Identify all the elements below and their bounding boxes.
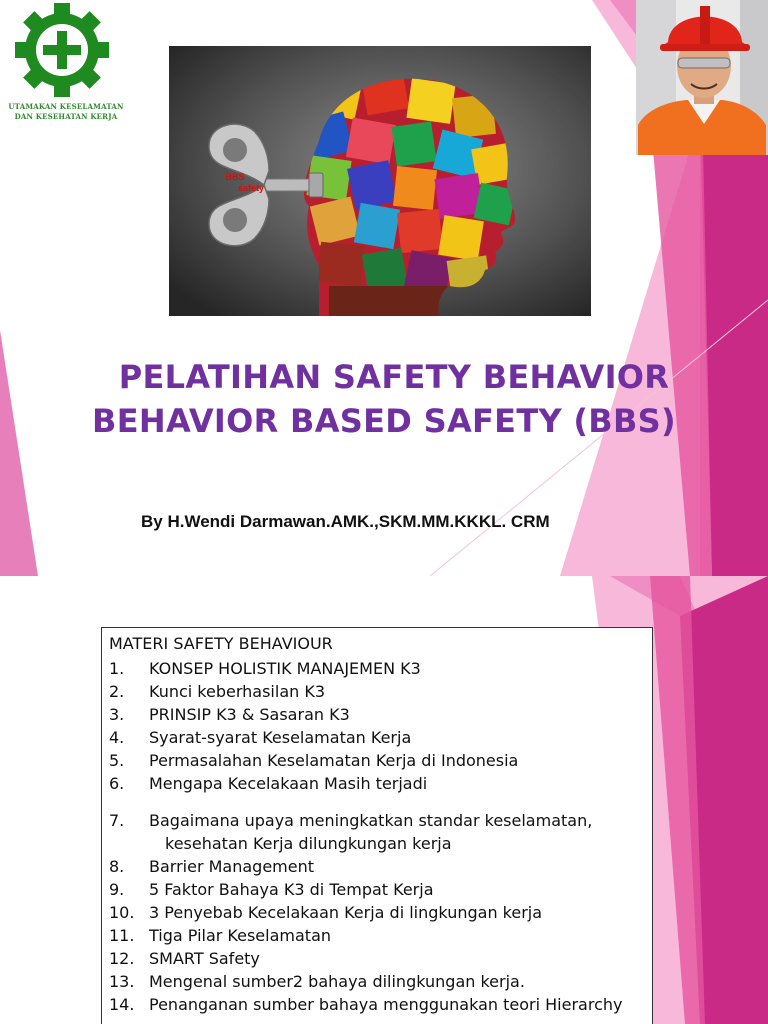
list-item: 8. Barrier Management <box>109 857 315 876</box>
slide-title-line2: BEHAVIOR BASED SAFETY (BBS) <box>92 402 676 440</box>
author-credit: By H.Wendi Darmawan.AMK.,SKM.MM.KKKL. CRM <box>141 512 550 531</box>
list-item: 6. Mengapa Kecelakaan Masih terjadi <box>109 774 428 793</box>
slide-title-line1: PELATIHAN SAFETY BEHAVIOR <box>118 358 670 396</box>
key-text-safety: safety <box>237 183 265 193</box>
bbs-head-puzzle-image <box>169 46 591 316</box>
list-item: 7. Bagaimana upaya meningkatkan standar keselamatan, kesehatan Kerja dilungkungan kerja <box>109 811 593 853</box>
list-item: 14. Penanganan sumber bahaya menggunakan teori Hierarchy <box>109 995 623 1014</box>
materi-heading: MATERI SAFETY BEHAVIOUR <box>109 634 333 653</box>
list-item: 9. 5 Faktor Bahaya K3 di Tempat Kerja <box>109 880 434 899</box>
list-item: 12. SMART Safety <box>109 949 260 968</box>
materi-box <box>101 627 653 1024</box>
list-item: 4. Syarat-syarat Keselamatan Kerja <box>109 728 412 747</box>
k3-logo <box>4 2 128 124</box>
materi-list <box>109 657 669 1016</box>
logo-text-line2: DAN KESEHATAN KERJA <box>14 112 118 121</box>
content-slide <box>0 576 768 1024</box>
list-item: 5. Permasalahan Keselamatan Kerja di Indonesia <box>109 751 519 770</box>
logo-text-line1: UTAMAKAN KESELAMATAN <box>8 102 124 111</box>
list-item: 2. Kunci keberhasilan K3 <box>109 682 326 701</box>
list-item: 3. PRINSIP K3 & Sasaran K3 <box>109 705 350 724</box>
safety-worker-photo <box>636 0 768 155</box>
list-item: 13. Mengenal sumber2 bahaya dilingkungan kerja. <box>109 972 525 991</box>
list-item: 1. KONSEP HOLISTIK MANAJEMEN K3 <box>109 659 421 678</box>
list-item: 10. 3 Penyebab Kecelakaan Kerja di lingkungan kerja <box>109 903 543 922</box>
gear-cross-icon <box>4 2 128 102</box>
key-text-bbs: BBS <box>225 172 245 182</box>
list-item: 11. Tiga Pilar Keselamatan <box>109 926 332 945</box>
